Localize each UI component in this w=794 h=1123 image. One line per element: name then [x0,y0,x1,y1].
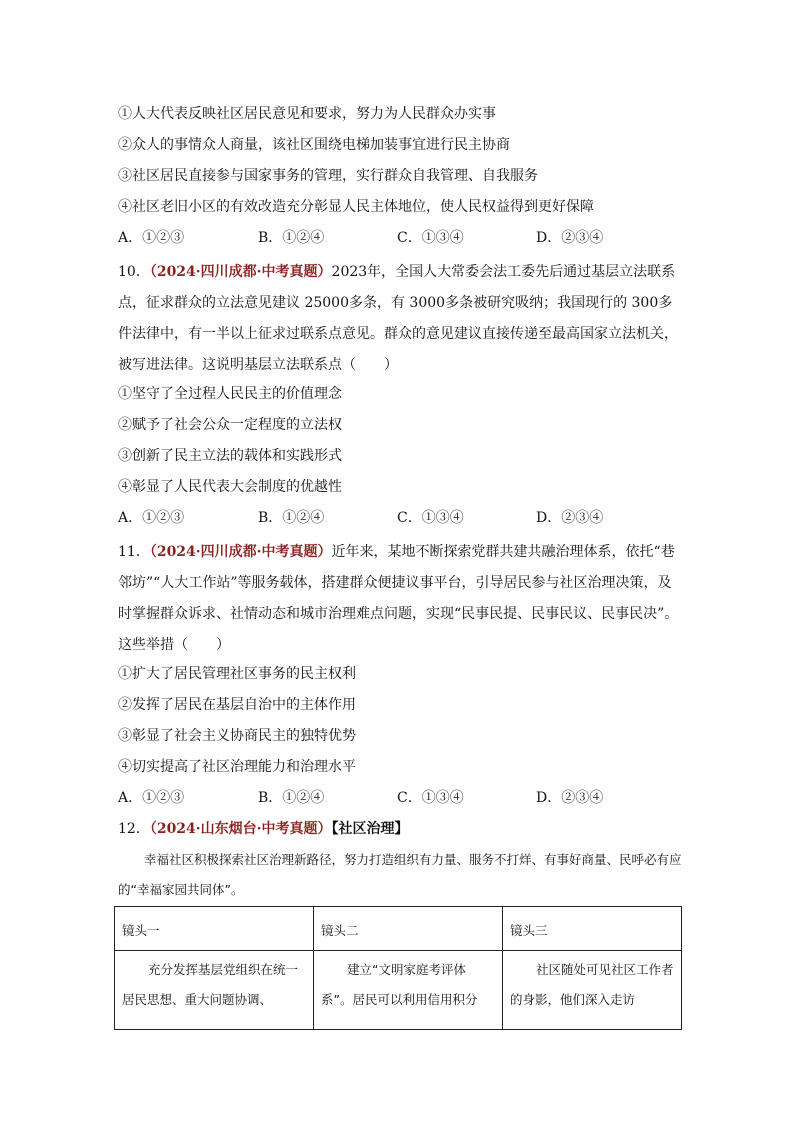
table-header-cell-1: 镜头一 [115,907,314,951]
q10-source-open: （ [149,264,157,280]
q10-option-c[interactable]: C．①③④ [397,510,464,526]
q10-stem-text: 2023年，全国人大常委会法工委先后通过基层立法联系点，征求群众的立法意见建议 25000多条，有 3000多条被研究吸纳；我国现行的 300多件法律中，有一半以上征求过联系点意见。群众的意见建议直接传递至最高国家立法机关，被写进法律。这说明基层立法联系点（ ） [118,264,678,373]
q10-source-close: ） [317,264,332,280]
q11-stem-text: 近年来，某地不断探索党群共建共融治理体系，依托“巷邻坊”“人大工作站”等服务载体，搭建群众便捷议事平台，引导居民参与社区治理决策，及时掌握群众诉求、社情动态和城市治理难点问题，实现“民事民提、民事民议、民事民决”。这些举措（ ） [118,544,679,653]
q9-option-a[interactable]: A．①②③ [118,230,185,246]
q12-tag: 【社区治理】 [331,821,409,837]
q10-stem [118,257,684,381]
table-cell-3: 社区随处可见社区工作者的身影，他们深入走访 [503,951,682,1030]
q10-statement-4: ④彰显了人民代表大会制度的优越性 [118,479,342,495]
q12-number: 12． [118,821,150,837]
q11-source-open: （ [149,544,157,560]
q10-statement-2: ②赋予了社会公众一定程度的立法权 [118,417,342,433]
q9-statement-2: ②众人的事情众人商量，该社区围绕电梯加装事宜进行民主协商 [118,137,510,153]
q11-source-close: ） [317,544,332,560]
q10-option-a[interactable]: A．①②③ [118,510,185,526]
q11-source[interactable]: 2024·四川成都·中考真题 [156,544,318,560]
table-header-cell-3: 镜头三 [503,907,682,951]
q10-option-b[interactable]: B．①②④ [258,510,325,526]
table-header-cell-2: 镜头二 [314,907,503,951]
q12-source-close: ） [317,821,332,837]
q10-option-d[interactable]: D．②③④ [536,510,604,526]
q10-number: 10． [118,264,150,280]
table-row [115,951,682,1030]
q11-statement-1: ①扩大了居民管理社区事务的民主权利 [118,666,356,682]
q10-statement-1: ①坚守了全过程人民民主的价值理念 [118,386,342,402]
table-cell-2: 建立“文明家庭考评体系”。居民可以利用信用积分 [314,951,503,1030]
q9-statement-3: ③社区居民直接参与国家事务的管理，实行群众自我管理、自我服务 [118,168,538,184]
q11-option-b[interactable]: B．①②④ [258,790,325,806]
q11-statement-4: ④切实提高了社区治理能力和治理水平 [118,759,356,775]
q12-table [114,906,682,1030]
q11-option-d[interactable]: D．②③④ [536,790,604,806]
q11-statement-3: ③彰显了社会主义协商民主的独特优势 [118,728,356,744]
q12-source-open: （ [149,821,157,837]
table-header-row [115,907,682,951]
q9-statement-1: ①人大代表反映社区居民意见和要求，努力为人民群众办实事 [118,106,496,122]
q12-intro: 幸福社区积极探索社区治理新路径，努力打造组织有力量、服务不打烊、有事好商量、民呼必有应的“幸福家园共同体”。 [118,852,682,897]
table-cell-1: 充分发挥基层党组织在统一居民思想、重大问题协调、 [115,951,314,1030]
q11-stem [118,537,684,661]
q11-number: 11． [118,544,150,560]
q9-option-c[interactable]: C．①③④ [397,230,464,246]
q9-statement-4: ④社区老旧小区的有效改造充分彰显人民主体地位，使人民权益得到更好保障 [118,199,594,215]
q11-option-c[interactable]: C．①③④ [397,790,464,806]
q12-header [118,819,409,839]
q11-option-a[interactable]: A．①②③ [118,790,185,806]
q9-option-d[interactable]: D．②③④ [536,230,604,246]
q10-source[interactable]: 2024·四川成都·中考真题 [156,264,318,280]
q12-source[interactable]: 2024·山东烟台·中考真题 [156,821,318,837]
q11-statement-2: ②发挥了居民在基层自治中的主体作用 [118,697,356,713]
q10-statement-3: ③创新了民主立法的载体和实践形式 [118,448,342,464]
q9-option-b[interactable]: B．①②④ [258,230,325,246]
